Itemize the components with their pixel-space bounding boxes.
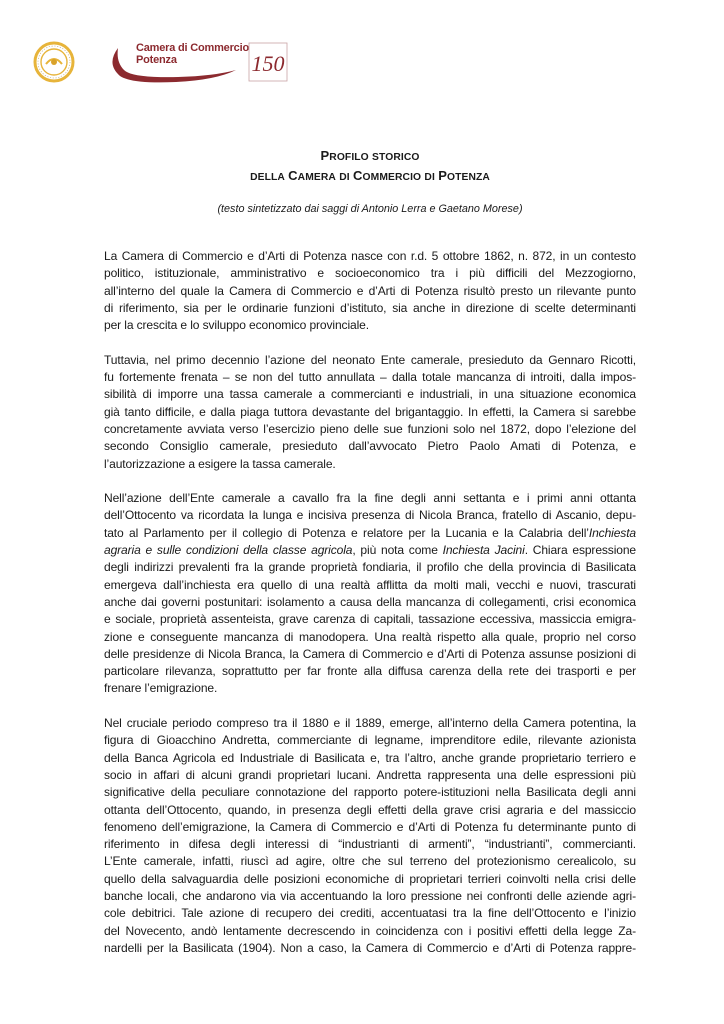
paragraph bbox=[104, 715, 636, 957]
text-segment: , più nota come bbox=[352, 543, 443, 558]
text-line bbox=[104, 317, 636, 334]
text-line bbox=[104, 715, 636, 732]
text-segment: Nell’azione dell’Ente camerale a cavallo fra la fine degli anni settanta e i primi anni ottanta bbox=[104, 491, 636, 506]
text-segment: . Chiara espressione bbox=[524, 543, 637, 558]
title-word: CAMERA bbox=[288, 168, 336, 183]
text-line bbox=[104, 611, 636, 628]
text-line bbox=[104, 629, 636, 646]
text-line bbox=[104, 732, 636, 749]
text-segment: l’autorizzazione a esigere la tassa camerale. bbox=[104, 456, 336, 471]
text-line bbox=[104, 594, 636, 611]
text-line bbox=[104, 386, 636, 403]
text-line bbox=[104, 663, 636, 680]
text-segment: all’interno del quale la Camera di Commercio e d’Arti di Potenza risultò presto un rilevante punto bbox=[104, 283, 636, 298]
text-line bbox=[104, 871, 636, 888]
text-line bbox=[104, 421, 636, 438]
page-title-line1 bbox=[104, 148, 636, 163]
text-segment: banche locali, che andarono via via accentuando la loro pressione nei confronti delle aziende agri- bbox=[104, 888, 636, 903]
text-line bbox=[104, 767, 636, 784]
text-line bbox=[104, 680, 636, 697]
text-line bbox=[104, 802, 636, 819]
text-segment: degli indirizzi prevalenti fra la grande proprietà fondiaria, il profilo che della provincia di Basilicata bbox=[104, 560, 636, 575]
text-segment: delle presidenze di Nicola Branca, la Camera di Commercio e d’Arti di Potenza assunse posizioni di bbox=[104, 646, 636, 661]
chamber-of-commerce-logo bbox=[106, 42, 249, 84]
text-line bbox=[104, 888, 636, 905]
title-word: DI bbox=[424, 172, 435, 183]
text-line bbox=[104, 784, 636, 801]
text-line bbox=[104, 577, 636, 594]
italic-text: Inchiesta Jacini bbox=[442, 543, 525, 558]
text-segment: per la crescita e lo sviluppo economico provinciale. bbox=[104, 318, 369, 333]
anniversary-150-mark-icon bbox=[248, 42, 288, 82]
text-segment: tato al Parlamento per il collegio di Potenza e relatore per la Lucania e la Calabria dell’ bbox=[104, 525, 589, 540]
text-line bbox=[104, 853, 636, 870]
text-segment: secondo Consiglio camerale, presieduto dall’avvocato Pietro Paolo Amati di Potenza, e bbox=[104, 439, 636, 454]
paragraph bbox=[104, 248, 636, 334]
text-line bbox=[104, 525, 636, 542]
text-segment: e sociale, proprietà assenteista, grave carenza di capitali, tassazione eccessiva, massiccia emigra- bbox=[104, 612, 636, 627]
document-body bbox=[104, 248, 636, 974]
text-line bbox=[104, 559, 636, 576]
text-line bbox=[104, 369, 636, 386]
title-word: COMMERCIO bbox=[353, 168, 422, 183]
text-line bbox=[104, 404, 636, 421]
text-line bbox=[104, 438, 636, 455]
title-word: DI bbox=[339, 172, 350, 183]
text-segment: significative della peculiare connotazione del rapporto potere-istituzioni nella Basilicata degli anni bbox=[104, 785, 636, 800]
paragraph bbox=[104, 490, 636, 698]
anniversary-seal-icon bbox=[32, 40, 76, 84]
italic-text: agraria e sulle condizioni della classe agricola bbox=[104, 543, 353, 558]
smallcaps-title bbox=[250, 168, 490, 183]
title-word: POTENZA bbox=[438, 168, 490, 183]
smallcaps-title bbox=[320, 148, 420, 163]
text-line bbox=[104, 940, 636, 957]
text-line bbox=[104, 750, 636, 767]
text-segment: del Novecento, andò lentamente decrescendo in coincidenza con i positivi effetti della legge Za- bbox=[104, 923, 636, 938]
text-line bbox=[104, 646, 636, 663]
text-segment: anche dai governi postunitari: isolamento a causa della mancanza di collegamenti, crisi economica bbox=[104, 594, 636, 609]
text-line bbox=[104, 352, 636, 369]
text-segment: frenare l’emigrazione. bbox=[104, 681, 218, 696]
text-line bbox=[104, 283, 636, 300]
logo-text-line2: Potenza bbox=[136, 54, 177, 66]
text-segment: concretamente avviata verso l’esercizio pieno delle sue funzioni solo nel 1872, dopo l’elezione del bbox=[104, 421, 636, 436]
text-segment: emergeva dall’inchiesta era quello di una realtà afflitta da molti mali, vecchi e nuovi, trascurati bbox=[104, 577, 636, 592]
page-title-line2 bbox=[104, 168, 636, 183]
text-segment: zione e conseguente mancanza di manodopera. Una realtà rispetto alla quale, proprio nel corso bbox=[104, 629, 636, 644]
text-line bbox=[104, 542, 636, 559]
text-line bbox=[104, 490, 636, 507]
text-segment: di riferimento, sia per le ordinarie funzioni d’istituto, sia anche in direzione di scelte determinanti bbox=[104, 300, 636, 315]
text-segment: particolare rilevanza, soprattutto per far fronte alla diffusa carenza della rete dei trasporti e per bbox=[104, 664, 636, 679]
text-segment: ottanta dell’Ottocento, quando, in presenza degli effetti della grave crisi agraria e del massiccio bbox=[104, 802, 636, 817]
text-segment: dell’Ottocento va ricordata la lunga e incisiva presenza di Nicola Branca, fratello di Ascanio, depu- bbox=[104, 508, 636, 523]
text-segment: cole debitrici. Tale azione di recupero dei crediti, accentuatasi tra la fine dell’Ottocento e l’inizio bbox=[104, 906, 636, 921]
title-word: DELLA bbox=[250, 172, 285, 183]
italic-text: Inchiesta bbox=[588, 525, 636, 540]
text-segment: riferimento in difesa degli interessi di “industrianti di armenti”, “industrianti”, commercianti. bbox=[104, 837, 636, 852]
text-line bbox=[104, 265, 636, 282]
text-line bbox=[104, 836, 636, 853]
text-line bbox=[104, 248, 636, 265]
text-segment: politico, istituzionale, amministrativo e socioeconomico tra i più difficili del Mezzogiorno, bbox=[104, 266, 636, 281]
logo-text-line1: Camera di Commercio bbox=[136, 42, 249, 54]
text-line bbox=[104, 300, 636, 317]
text-segment: socio in affari di alcuni grandi proprietari lucani. Andretta rappresenta una delle espressioni più bbox=[104, 767, 636, 782]
text-line bbox=[104, 507, 636, 524]
title-word: STORICO bbox=[372, 152, 420, 163]
text-segment: L’Ente camerale, infatti, riuscì ad agire, oltre che sul terreno del protezionismo cerealicolo, su bbox=[104, 854, 636, 869]
text-segment: sibilità di imporre una tassa camerale a commercianti e industriali, in una situazione economica bbox=[104, 387, 636, 402]
text-segment: fu fortemente frenata – se non del tutto annullata – dalla totale mancanza di introiti, dalla impos- bbox=[104, 370, 636, 385]
text-segment: già tanto difficile, e dalla piaga tuttora devastante del brigantaggio. In effetti, la Camera si sarebbe bbox=[104, 404, 636, 419]
text-segment: nardelli per la Basilicata (1904). Non a caso, la Camera di Commercio e d’Arti di Potenza rappre- bbox=[104, 940, 636, 955]
text-segment: fenomeno dell’emigrazione, la Camera di Commercio e d’Arti di Potenza fu determinante punto di bbox=[104, 819, 636, 834]
text-segment: Tuttavia, nel primo decennio l’azione del neonato Ente camerale, presieduto da Gennaro Ricotti, bbox=[104, 352, 636, 367]
subtitle: (testo sintetizzato dai saggi di Antonio Lerra e Gaetano Morese) bbox=[217, 203, 523, 215]
text-line bbox=[104, 819, 636, 836]
text-segment: quello della salvaguardia delle posizioni economiche di proprietari terrieri coinvolti nella crisi delle bbox=[104, 871, 636, 886]
text-line bbox=[104, 456, 636, 473]
text-segment: della Banca Agricola ed Industriale di Basilicata e, tra l’altro, anche grande proprietario terriero e bbox=[104, 750, 636, 765]
text-line bbox=[104, 905, 636, 922]
text-segment: La Camera di Commercio e d’Arti di Potenza nasce con r.d. 5 ottobre 1862, n. 872, in un contesto bbox=[104, 249, 636, 263]
paragraph bbox=[104, 352, 636, 473]
header-logos bbox=[32, 40, 285, 88]
text-segment: Nel cruciale periodo compreso tra il 1880 e il 1889, emerge, all’interno della Camera potentina, la bbox=[104, 716, 636, 731]
svg-text:150: 150 bbox=[251, 51, 285, 76]
text-line bbox=[104, 923, 636, 940]
title-word: PROFILO bbox=[320, 148, 369, 163]
text-segment: figura di Gioacchino Andretta, commerciante di legname, imprenditore edile, rilevante azionista bbox=[104, 733, 636, 748]
